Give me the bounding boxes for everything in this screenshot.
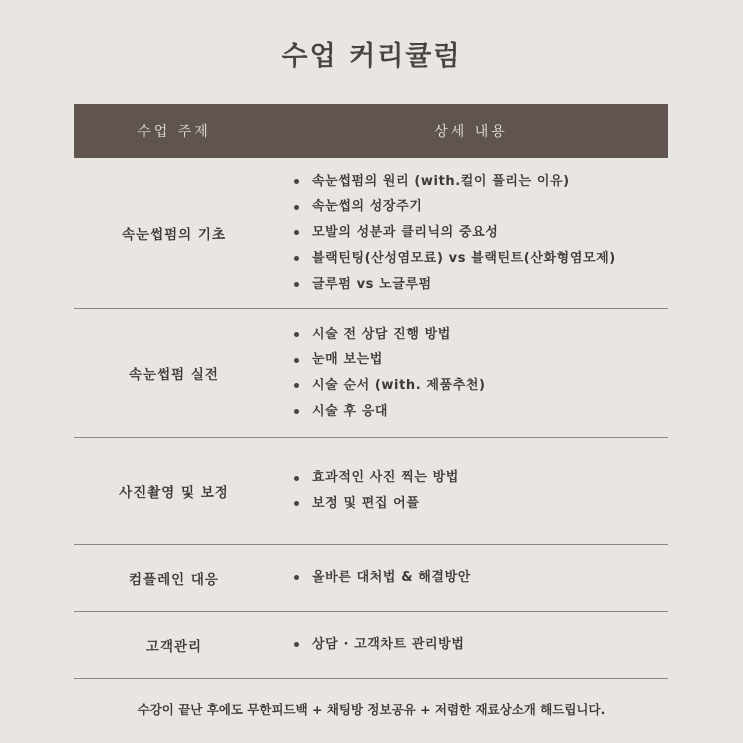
item-text: 상담 · 고객차트 관리방법 — [312, 637, 465, 653]
list-item — [294, 194, 668, 220]
list-item — [294, 272, 668, 298]
bullet-icon — [294, 205, 299, 210]
bullet-icon — [294, 575, 299, 580]
detail-list — [274, 632, 668, 658]
bullet-icon — [294, 409, 299, 414]
list-item — [294, 246, 668, 272]
item-text: 시술 순서 (with. 제품추천) — [312, 378, 486, 393]
item-text: 시술 전 상담 진행 방법 — [312, 326, 451, 342]
item-text: 블랙틴팅(산성염모료) vs 블랙틴트(산화형염모제) — [312, 250, 616, 266]
list-item — [294, 465, 668, 491]
list-item — [294, 322, 668, 348]
curriculum-table — [74, 104, 668, 679]
row-topic: 컴플레인 대응 — [129, 572, 219, 588]
table-row — [74, 309, 668, 438]
list-item — [294, 347, 668, 373]
bullet-icon — [294, 383, 299, 388]
item-text: 효과적인 사진 찍는 방법 — [312, 470, 459, 486]
bullet-icon — [294, 358, 299, 363]
bullet-icon — [294, 230, 299, 235]
table-row — [74, 612, 668, 679]
detail-list — [274, 565, 668, 591]
bullet-icon — [294, 179, 299, 184]
bullet-icon — [294, 501, 299, 506]
list-item — [294, 220, 668, 246]
list-item — [294, 373, 668, 399]
table-row — [74, 545, 668, 612]
table-row — [74, 158, 668, 309]
row-topic: 속눈썹펌의 기초 — [122, 227, 226, 243]
detail-list — [274, 322, 668, 425]
row-topic: 사진촬영 및 보정 — [119, 485, 229, 501]
footer-note: 수강이 끝난 후에도 무한피드백 + 채팅방 정보공유 + 저렴한 재료상소개 해드립니다. — [137, 702, 606, 717]
item-text: 모발의 성분과 클리닉의 중요성 — [312, 225, 499, 241]
list-item — [294, 169, 668, 195]
list-item — [294, 565, 668, 591]
list-item — [294, 399, 668, 425]
list-item — [294, 491, 668, 517]
detail-list — [274, 465, 668, 516]
bullet-icon — [294, 642, 299, 647]
row-topic: 속눈썹펌 실전 — [129, 367, 219, 383]
item-text: 속눈썹펌의 원리 (with.컬이 풀리는 이유) — [312, 173, 570, 189]
bullet-icon — [294, 332, 299, 337]
item-text: 보정 및 편집 어플 — [312, 496, 420, 511]
item-text: 올바른 대처법 & 해결방안 — [312, 570, 471, 586]
header-details: 상세 내용 — [434, 124, 508, 140]
item-text: 글루펌 vs 노글루펌 — [312, 276, 432, 292]
table-header — [74, 104, 668, 158]
item-text: 시술 후 응대 — [312, 403, 389, 419]
row-topic: 고객관리 — [145, 639, 203, 655]
page-title: 수업 커리큘럼 — [281, 41, 462, 72]
item-text: 눈매 보는법 — [312, 352, 383, 368]
table-row — [74, 438, 668, 545]
bullet-icon — [294, 282, 299, 287]
list-item — [294, 632, 668, 658]
bullet-icon — [294, 256, 299, 261]
detail-list — [274, 169, 668, 298]
header-topic: 수업 주제 — [137, 124, 211, 140]
bullet-icon — [294, 476, 299, 481]
item-text: 속눈썹의 성장주기 — [312, 199, 423, 215]
